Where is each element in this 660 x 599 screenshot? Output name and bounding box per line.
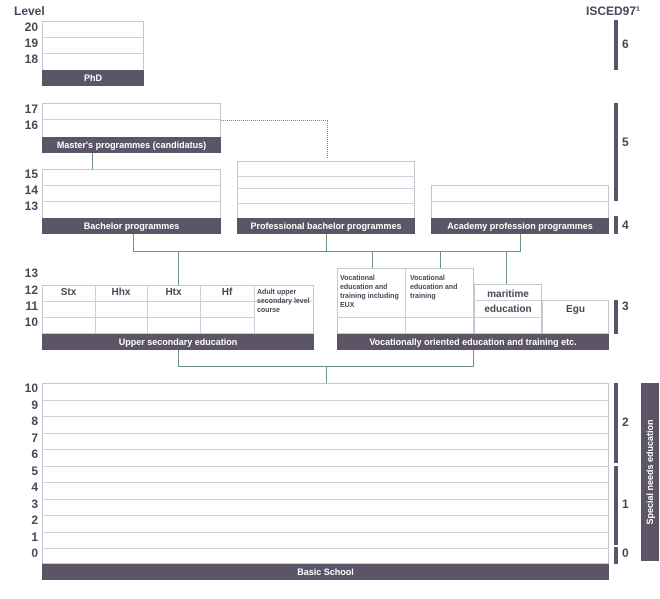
level-number: 13 (24, 199, 38, 213)
isced-level: 1 (622, 497, 629, 511)
grid-line (254, 285, 255, 334)
level-number: 18 (24, 52, 38, 66)
level-number: 16 (24, 118, 38, 132)
stx-cell: Stx (60, 287, 77, 298)
isced-bar (614, 300, 618, 334)
prof-bachelor-bar: Professional bachelor programmes (237, 218, 415, 234)
isced-bar (614, 20, 618, 70)
connector (178, 251, 179, 285)
level-number: 12 (24, 283, 38, 297)
level-number: 15 (24, 167, 38, 181)
grid-line (431, 201, 609, 202)
level-number: 10 (24, 315, 38, 329)
connector (133, 251, 521, 252)
level-number: 0 (31, 546, 38, 560)
hf-cell: Hf (221, 287, 233, 298)
level-number: 8 (31, 414, 38, 428)
isced-bar (614, 466, 618, 545)
isced-level: 2 (622, 415, 629, 429)
connector (326, 366, 327, 383)
htx-cell: Htx (165, 287, 182, 298)
masters-box (42, 103, 221, 138)
academy-bar: Academy profession programmes (431, 218, 609, 234)
grid-line (42, 499, 609, 500)
grid-line (42, 185, 221, 186)
level-number: 11 (25, 299, 38, 313)
grid-line (237, 176, 415, 177)
grid-line (42, 201, 221, 202)
connector (372, 251, 373, 268)
isced-bar (614, 216, 618, 234)
adult-upper-secondary-cell: Adult upper secondary level course (257, 289, 310, 314)
phd-box (42, 21, 144, 71)
connector (326, 234, 327, 251)
level-number: 4 (31, 480, 38, 494)
basic-school-bar: Basic School (42, 564, 609, 580)
basic-school-box (42, 383, 609, 564)
isced-level: 3 (622, 299, 629, 313)
level-number: 17 (24, 102, 38, 116)
level-number: 7 (31, 431, 38, 445)
grid-line (42, 37, 144, 38)
isced-bar (614, 547, 618, 564)
vet-cell: Vocational education and training (410, 275, 458, 300)
connector (133, 234, 134, 251)
grid-line (237, 203, 415, 204)
grid-line (42, 400, 609, 401)
level-number: 14 (24, 183, 38, 197)
isced-level: 6 (622, 37, 629, 51)
special-needs-bar (641, 383, 659, 561)
hhx-cell: Hhx (111, 287, 131, 298)
grid-line (42, 119, 221, 120)
maritime-cell: maritime (487, 289, 529, 300)
isced-header: ISCED97¹ (586, 4, 641, 18)
special-needs-label: Special needs education (645, 419, 655, 525)
connector (440, 251, 441, 268)
level-number: 5 (31, 464, 38, 478)
dotted-connector (221, 120, 328, 158)
level-number: 10 (24, 381, 38, 395)
level-number: 9 (31, 398, 38, 412)
grid-line (42, 515, 609, 516)
upper-secondary-bar: Upper secondary education (42, 334, 314, 350)
grid-line (405, 268, 406, 334)
level-number: 20 (24, 20, 38, 34)
grid-line (42, 449, 609, 450)
grid-line (237, 188, 415, 189)
level-number: 19 (24, 36, 38, 50)
prof-bachelor-box (237, 161, 415, 219)
vet-eux-cell: Vocational education and training including EUX (340, 275, 399, 309)
isced-level: 0 (622, 546, 629, 560)
grid-line (42, 317, 254, 318)
vocational-bar: Vocationally oriented education and training etc. (337, 334, 609, 350)
level-number: 3 (31, 497, 38, 511)
egu-cell: Egu (566, 304, 585, 315)
connector (506, 251, 507, 284)
connector (92, 153, 93, 169)
grid-line (42, 466, 609, 467)
level-number: 6 (31, 447, 38, 461)
grid-line (42, 482, 609, 483)
level-number: 2 (31, 513, 38, 527)
academy-box (431, 185, 609, 219)
connector (520, 234, 521, 251)
grid-line (42, 548, 609, 549)
bachelor-box (42, 169, 221, 219)
level-header: Level (14, 4, 45, 18)
connector (473, 350, 474, 366)
masters-bar: Master's programmes (candidatus) (42, 137, 221, 153)
isced-bar (614, 103, 618, 201)
isced-bar (614, 383, 618, 463)
level-number: 1 (31, 530, 38, 544)
grid-line (42, 433, 609, 434)
isced-level: 4 (622, 218, 629, 232)
grid-line (42, 532, 609, 533)
grid-line (42, 416, 609, 417)
bachelor-bar: Bachelor programmes (42, 218, 221, 234)
connector (178, 350, 179, 366)
level-number: 13 (24, 266, 38, 280)
maritime-education-cell: education (484, 304, 532, 315)
grid-line (42, 53, 144, 54)
phd-bar: PhD (42, 70, 144, 86)
isced-level: 5 (622, 135, 629, 149)
